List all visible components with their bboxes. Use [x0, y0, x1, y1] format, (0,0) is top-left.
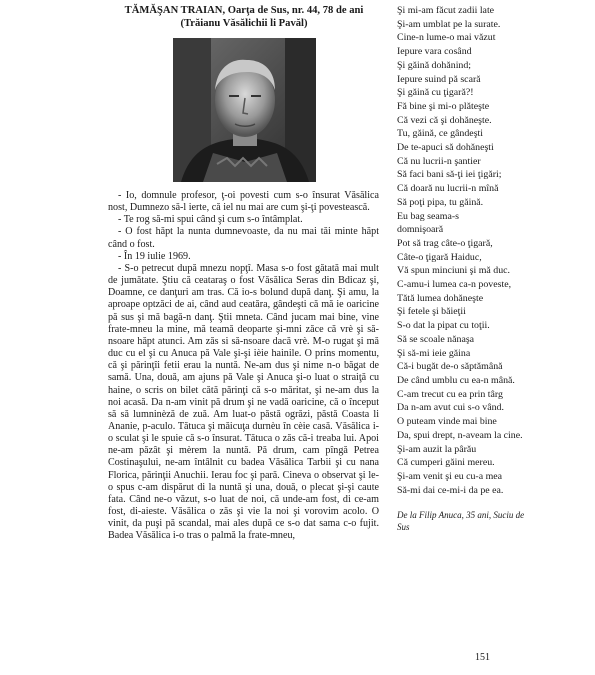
- song-line: domnişoară: [397, 224, 444, 236]
- interview-header: [96, 4, 392, 30]
- song-source: De la Filip Anuca, 35 ani, Suciu de Sus: [397, 510, 525, 533]
- paragraph: - Io, domnule profesor, ţ-oi povesti cum s-o însurat Văsălica nost, Dumnezo să-l ierte, că iel nu mai are cum şi-ţi povestească.: [108, 190, 379, 214]
- song-line: O puteam vinde mai bine: [397, 416, 497, 428]
- song-line: Şi găină cu ţigară?!: [397, 87, 474, 99]
- page-number: 151: [475, 652, 490, 663]
- song-line: Că-i bugăt de-o săptămână: [397, 361, 503, 373]
- song-line: Fă bine şi mi-o plăteşte: [397, 100, 490, 112]
- song-line: Că nu lucrii-n şantier: [397, 155, 481, 167]
- song-line: Şi mi-am făcut zadii late: [397, 5, 495, 16]
- song-line: Că doară nu lucrii-n mînă: [397, 183, 499, 195]
- speaker-nickname: (Trăianu Văsălichii li Pavăl): [180, 18, 308, 29]
- song-line: Şi-am umblat pe la surate.: [397, 18, 501, 30]
- song-line: Că cumperi găini mereu.: [397, 457, 495, 469]
- paragraph: - S-o petrecut după mnezu nopţî. Masa s-o fost gătată mai mult de jumătate. Ştiu că ceataraş o fost Văsălica Seras din Bdicaz şi, Doamne, ce danţuri am tras. Că io-s bolund după danţ. Şi amu, la aproape optzăci de ai, când aud ceatăra, gândeşti că mă ie oaricine pă sus şi mă bagă-n danţ. Ştii mneta. Când jucam mai bine, vine frate-mneu la mine, mă teamă deoparte şi-mni zăce că vrè şi să-nsoare hăpt atunci. Am zăs si să-nsoare dacă vrè. M-o rugat şi mă duc cu el şi cu Anuca pă Vale şi-şi ièie hainile. O prins momentu, că şi părinţîi fetii erau la nuntă. Ne-am dus şi nime n-o băgat de samă. Una, două, am ajuns pă Vale şi Anuca şi-o luat o straiţă cu haine, o scris on bilet cătă părinţi că s-o măritat, şi ne-am dus la noi acasă. Da n-am vinit pă drum şi ne vadă oaricine, că o început să să lumninèză de zuă. Am luat-o păstă ogrăzi, păstă Coasta li Ananie, p-aculo. Tătuca şi măicuţa durnèu în cèie casă. Văsălica i-o sculat şi le spuie că s-o însurat. Tătuca o zăs că-i treaba lui. Apoi ne-am păzât şi mèrem la nuntă. Pă drum, cam pîngă Petrea Costinaşului, ne-am întâlnit cu badea Văsălica Tarbii şi cu nana Florica, părinţii Anuchii. Ierau foc şi pară. Cineva o observat şi le-o spus c-am dispărut di la nuntă şi una, două, o plecat şi-şi caute fata. Când ne-o văzut, s-o luat de noi, că unde-am fost, di ce-am fost, di-aieste. Văsălica o zăs şi vie la noi şi vorovim acolo. O vinit, da puşi pă scandal, mai ales după ce s-o dat sama c-o fujit. Badea Văsălica i-o tras o palmă la frate-mneu,: [108, 262, 379, 542]
- song-line: Da, spui drept, n-aveam la cine.: [397, 429, 523, 441]
- song-line: Cine-n lume-o mai văzut: [397, 32, 496, 44]
- paragraph: - O fost hăpt la nunta dumnevoaste, da nu mai tăi minte hăpt când o fost.: [108, 226, 379, 250]
- song-line: S-o dat la pipat cu toţii.: [397, 320, 490, 332]
- song-line: Să poţi pipa, tu găină.: [397, 196, 484, 208]
- paragraph: - Te rog să-mi spui când şi cum s-o întâmplat.: [118, 214, 303, 226]
- song-line: C-am trecut cu ea prin târg: [397, 388, 503, 400]
- song-line: Şi să-mi ieie găina: [397, 347, 471, 359]
- song-line: Şi-am auzit la pârău: [397, 443, 477, 455]
- portrait-photo-icon: [173, 38, 316, 182]
- song-line: Pot să trag câte-o ţigară,: [397, 237, 493, 249]
- song-line: De când umblu cu ea-n mână.: [397, 374, 515, 386]
- song-line: Eu bag seama-s: [397, 210, 459, 222]
- interview-text: [108, 190, 379, 543]
- song-line: Şi fetele şi băieţii: [397, 306, 466, 318]
- speaker-title: TĂMĂŞAN TRAIAN, Oarţa de Sus, nr. 44, 78 de ani: [124, 5, 364, 16]
- song-line: Şi-am venit şi eu cu-a mea: [397, 470, 503, 482]
- song-line: Să-mi dai ce-mi-i da pe ea.: [397, 484, 504, 496]
- song-line: De te-apuci să dohăneşti: [397, 142, 494, 154]
- song-lyrics: [397, 4, 531, 533]
- song-line: Câte-o ţigară Haiduc,: [397, 251, 482, 263]
- song-line: Da n-am avut cui s-o vând.: [397, 402, 504, 414]
- song-line: Iepure suind pă scară: [397, 73, 481, 85]
- song-line: Să faci bani să-ţi iei ţigări;: [397, 169, 502, 181]
- song-line: Iepure vara cosând: [397, 46, 472, 58]
- portrait-photo: [173, 38, 316, 182]
- song-line: C-amu-i lumea ca-n poveste,: [397, 279, 512, 291]
- song-line: Vă spun minciuni şi mă duc.: [397, 265, 510, 277]
- song-line: Tu, găină, ce gândeşti: [397, 128, 484, 140]
- song-line: Că vezi că şi dohăneşte.: [397, 114, 492, 126]
- song-line: Să se scoale nănaşa: [397, 333, 475, 345]
- paragraph: - În 19 iulie 1969.: [118, 250, 191, 262]
- song-line: Tătă lumea dohăneşte: [397, 292, 484, 304]
- song-line: Şi găină dohănind;: [397, 59, 472, 71]
